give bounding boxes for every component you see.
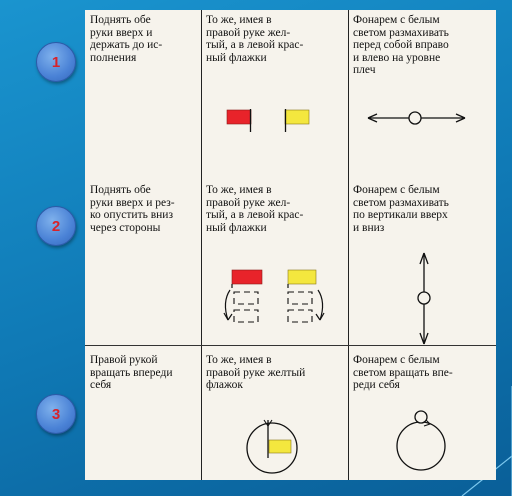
- signal-table: [85, 10, 496, 480]
- lantern-icon: [415, 411, 427, 423]
- row2-lantern-figure: [410, 250, 438, 350]
- row1-lantern-signal-text: Фонарем с белым светом размахивать перед собой вправо и влево на уровне плеч: [353, 14, 449, 76]
- step-badge-2: 2: [36, 206, 76, 246]
- row1-hand-signal-text: Поднять обе руки вверх и держать до ис- полнения: [90, 14, 163, 64]
- row2-hand-signal-text: Поднять обе руки вверх и рез- ко опустить вниз через стороны: [90, 184, 175, 234]
- yellow-flag-icon: [269, 440, 291, 453]
- row1-flags-figure: [225, 106, 325, 138]
- red-flag-icon: [232, 270, 262, 288]
- column-divider: [348, 10, 349, 480]
- yellow-flag-icon: [285, 109, 309, 132]
- row3-flag-figure: [240, 418, 310, 476]
- yellow-flag-icon: [288, 270, 316, 288]
- step-badge-1: 1: [36, 42, 76, 82]
- row2-lantern-signal-text: Фонарем с белым светом размахивать по вертикали вверх и вниз: [353, 184, 449, 234]
- lantern-icon: [409, 112, 421, 124]
- row1-lantern-figure: [365, 106, 470, 130]
- row1-flag-signal-text: То же, имея в правой руке жел- тый, а в левой крас- ный флажки: [206, 14, 304, 64]
- row2-flags-figure: [220, 268, 330, 340]
- row3-lantern-signal-text: Фонарем с белым светом вращать впе- реди себя: [353, 354, 453, 391]
- red-flag-path: [234, 292, 258, 322]
- rotation-circle-icon: [397, 422, 445, 470]
- red-flag-icon: [227, 109, 251, 132]
- row3-lantern-figure: [390, 408, 452, 474]
- lantern-icon: [418, 292, 430, 304]
- row3-flag-signal-text: То же, имея в правой руке желтый флажок: [206, 354, 306, 391]
- row3-hand-signal-text: Правой рукой вращать впереди себя: [90, 354, 173, 391]
- row2-flag-signal-text: То же, имея в правой руке жел- тый, а в левой крас- ный флажки: [206, 184, 304, 234]
- yellow-flag-path: [288, 292, 312, 322]
- step-badge-3: 3: [36, 394, 76, 434]
- column-divider: [201, 10, 202, 480]
